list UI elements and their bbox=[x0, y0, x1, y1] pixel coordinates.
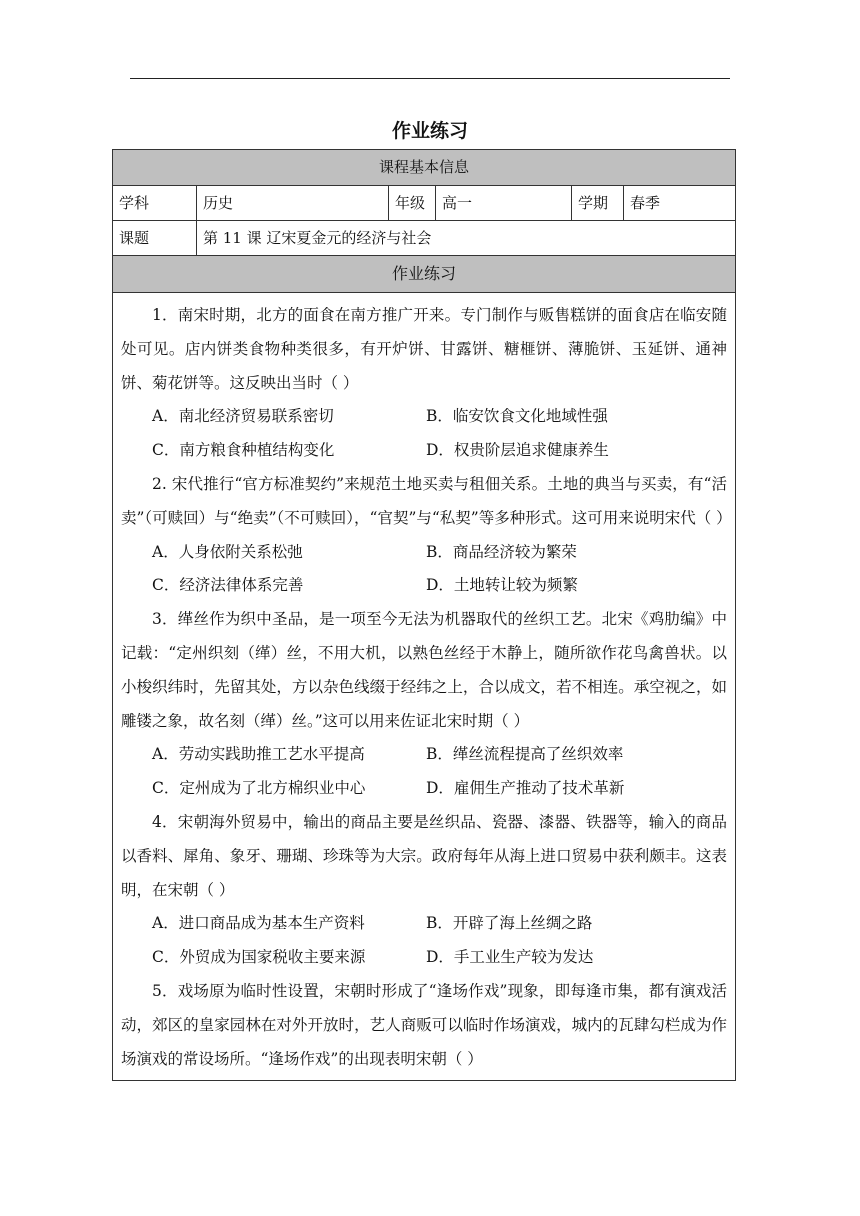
option-a: A．南北经济贸易联系密切 bbox=[152, 407, 334, 426]
term-label: 学期 bbox=[572, 186, 624, 220]
term-value: 春季 bbox=[630, 194, 661, 212]
question-4-stem: 4．宋朝海外贸易中，输出的商品主要是丝织品、瓷器、漆器、铁器等，输入的商品以香料、犀角、象牙、珊瑚、珍珠等为大宗。政府每年从海上进口贸易中获利颇丰。这表明，在宋朝（ ） bbox=[121, 812, 727, 899]
option-a: A．进口商品成为基本生产资料 bbox=[152, 914, 365, 933]
question-2-options-row-1 bbox=[121, 536, 727, 570]
worksheet-table bbox=[112, 149, 736, 1081]
option-a: A．人身依附关系松弛 bbox=[152, 542, 303, 561]
option-c: C．经济法律体系完善 bbox=[152, 576, 304, 595]
lesson-label: 课题 bbox=[113, 221, 197, 255]
option-d: D．手工业生产较为发达 bbox=[426, 948, 594, 967]
exercise-header: 作业练习 bbox=[113, 256, 735, 293]
option-d: D．雇佣生产推动了技术革新 bbox=[426, 779, 625, 798]
option-c: C．定州成为了北方棉织业中心 bbox=[152, 779, 366, 798]
option-c: C．南方粮食种植结构变化 bbox=[152, 441, 335, 460]
subject-label: 学科 bbox=[113, 186, 197, 220]
option-a: A．劳动实践助推工艺水平提高 bbox=[152, 745, 365, 764]
document-title: 作业练习 bbox=[391, 120, 468, 142]
question-1-options-row-1 bbox=[121, 400, 727, 434]
question-3-options-row-1 bbox=[121, 738, 727, 772]
subject-value: 历史 bbox=[197, 186, 389, 220]
option-b: B．缂丝流程提高了丝织效率 bbox=[426, 745, 624, 764]
question-4-options-row-1 bbox=[121, 907, 727, 941]
lesson-row bbox=[113, 221, 735, 256]
question-2-options-row-2 bbox=[121, 569, 727, 603]
question-4-options-row-2 bbox=[121, 941, 727, 975]
question-2-stem: 2. 宋代推行“官方标准契约”来规范土地买卖与租佃关系。土地的典当与买卖，有“活卖”（可赎回）与“绝卖”（不可赎回），“官契”与“私契”等多种形式。这可用来说明宋代（ ） bbox=[121, 474, 732, 527]
question-1-options-row-2 bbox=[121, 434, 727, 468]
grade-value: 高一 bbox=[436, 186, 572, 220]
option-d: D．土地转让较为频繁 bbox=[426, 576, 578, 595]
course-info-header: 课程基本信息 bbox=[113, 150, 735, 186]
question-3-options-row-2 bbox=[121, 772, 727, 806]
question-3-stem: 3．缂丝作为织中圣品，是一项至今无法为机器取代的丝织工艺。北宋《鸡肋编》中记载：“定州织刻（缂）丝，不用大机，以熟色丝经于木静上，随所欲作花鸟禽兽状。以小梭织纬时，先留其处，方以杂色线缀于经纬之上，合以成文，若不相连。承空视之，如雕镂之象，故名刻（缂）丝。”这可以用来佐证北宋时期（ ） bbox=[121, 610, 727, 730]
lesson-value: 第 11 课 辽宋夏金元的经济与社会 bbox=[203, 229, 432, 247]
option-b: B．开辟了海上丝绸之路 bbox=[426, 914, 593, 933]
grade-label: 年级 bbox=[389, 186, 436, 220]
course-info-row bbox=[113, 186, 735, 221]
question-1-stem: 1．南宋时期，北方的面食在南方推广开来。专门制作与贩售糕饼的面食店在临安随处可见。店内饼类食物种类很多，有开炉饼、甘露饼、糖榧饼、薄脆饼、玉延饼、通神饼、菊花饼等。这反映出当时（ ） bbox=[121, 306, 727, 392]
exercise-body bbox=[113, 293, 735, 1080]
header-rule bbox=[130, 78, 730, 79]
option-d: D．权贵阶层追求健康养生 bbox=[426, 441, 609, 460]
option-b: B．商品经济较为繁荣 bbox=[426, 542, 577, 561]
option-c: C．外贸成为国家税收主要来源 bbox=[152, 948, 366, 967]
option-b: B．临安饮食文化地域性强 bbox=[426, 407, 608, 426]
question-5-stem: 5．戏场原为临时性设置，宋朝时形成了“逢场作戏”现象，即每逢市集，都有演戏活动，郊区的皇家园林在对外开放时，艺人商贩可以临时作场演戏，城内的瓦肆勾栏成为作场演戏的常设场所。“逢场作戏”的出现表明宋朝（ ） bbox=[121, 981, 727, 1068]
